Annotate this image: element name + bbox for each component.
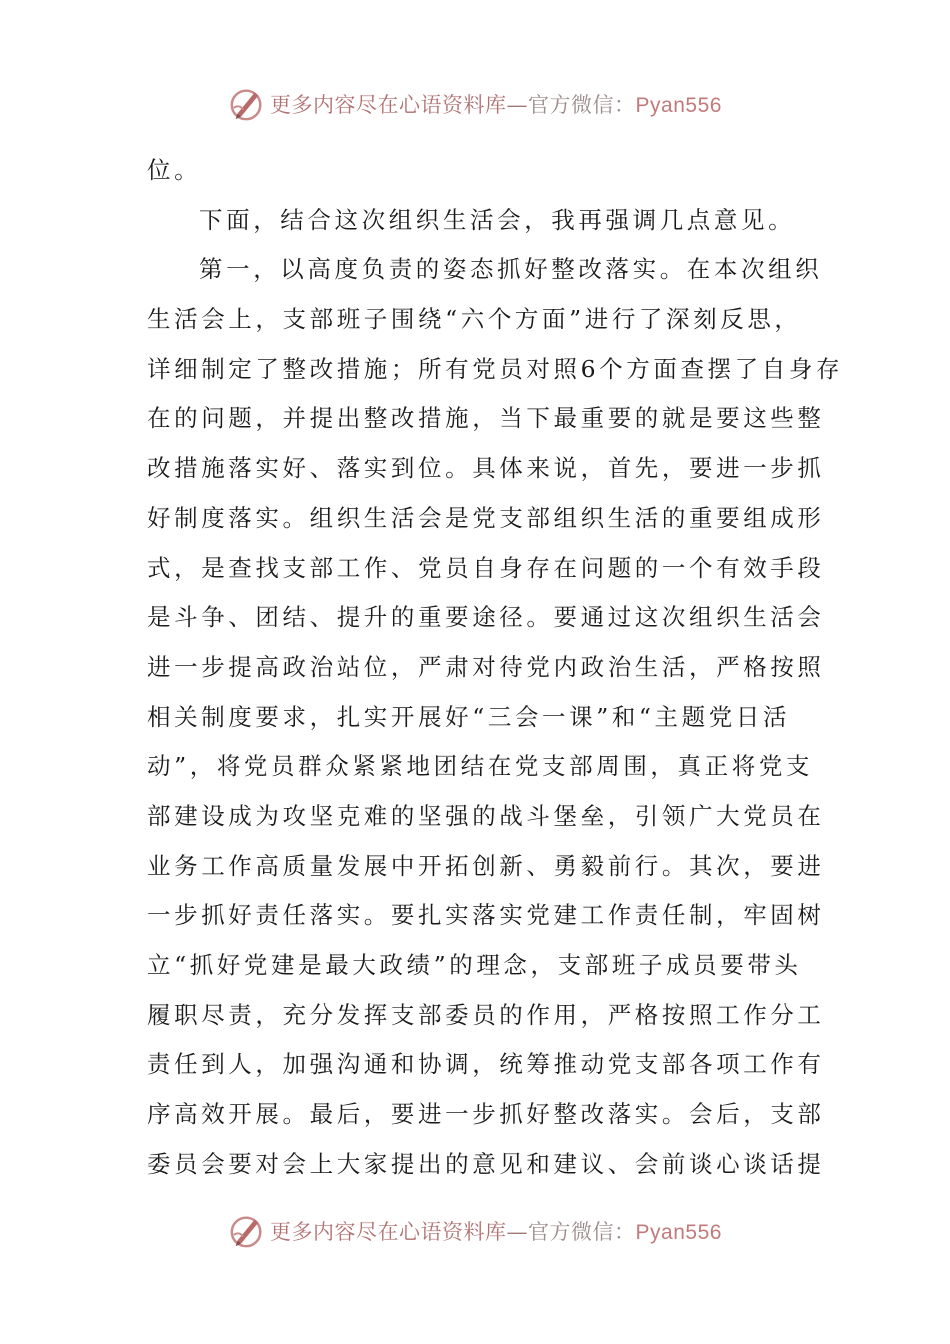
text-line: 委员会要对会上大家提出的意见和建议、会前谈心谈话提: [147, 1149, 825, 1178]
document-body: [147, 146, 844, 1189]
text-line: 序高效开展。最后，要进一步抓好整改落实。会后，支部: [147, 1100, 825, 1129]
text-line: 式，是查找支部工作、党员自身存在问题的一个有效手段: [147, 553, 825, 582]
text-line: 动”，将党员群众紧紧地团结在党支部周围，真正将党支: [147, 752, 814, 781]
text-line: 相关制度要求，扎实开展好“三会一课”和“主题党日活: [147, 702, 791, 731]
text-line: 好制度落实。组织生活会是党支部组织生活的重要组成形: [147, 503, 825, 532]
text-line: 进一步提高政治站位，严肃对待党内政治生活，严格按照: [147, 652, 825, 681]
text-line: 是斗争、团结、提升的重要途径。要通过这次组织生活会: [147, 603, 825, 632]
watermark-text: 更多内容尽在心语资料库—官方微信：Pyan556: [270, 93, 722, 117]
text-line: 一步抓好责任落实。要扎实落实党建工作责任制，牢固树: [147, 901, 825, 930]
text-line: 立“抓好党建是最大政绩”的理念，支部班子成员要带头: [147, 951, 802, 979]
watermark-banner-bottom: [0, 1209, 950, 1253]
pen-circle-logo-icon: [228, 1212, 266, 1250]
watermark-text: 更多内容尽在心语资料库—官方微信：Pyan556: [270, 1220, 722, 1244]
text-line: 详细制定了整改措施；所有党员对照6个方面查摆了自身存: [147, 354, 844, 383]
text-line: 在的问题，并提出整改措施，当下最重要的就是要这些整: [147, 404, 825, 433]
text-line: 履职尽责，充分发挥支部委员的作用，严格按照工作分工: [147, 1000, 825, 1029]
text-line: 下面，结合这次组织生活会，我再强调几点意见。: [199, 205, 796, 234]
text-line: 生活会上，支部班子围绕“六个方面”进行了深刻反思，: [147, 305, 802, 334]
text-line: 业务工作高质量发展中开拓创新、勇毅前行。其次，要进: [147, 851, 825, 880]
text-line: 第一，以高度负责的姿态抓好整改落实。在本次组织: [199, 255, 823, 284]
pen-circle-logo-icon: [228, 85, 266, 123]
watermark-banner-top: [0, 82, 950, 126]
text-line: 位。: [147, 156, 202, 184]
text-line: 改措施落实好、落实到位。具体来说，首先，要进一步抓: [147, 454, 825, 483]
text-line: 部建设成为攻坚克难的坚强的战斗堡垒，引领广大党员在: [147, 801, 825, 830]
text-line: 责任到人，加强沟通和协调，统筹推动党支部各项工作有: [147, 1050, 825, 1079]
